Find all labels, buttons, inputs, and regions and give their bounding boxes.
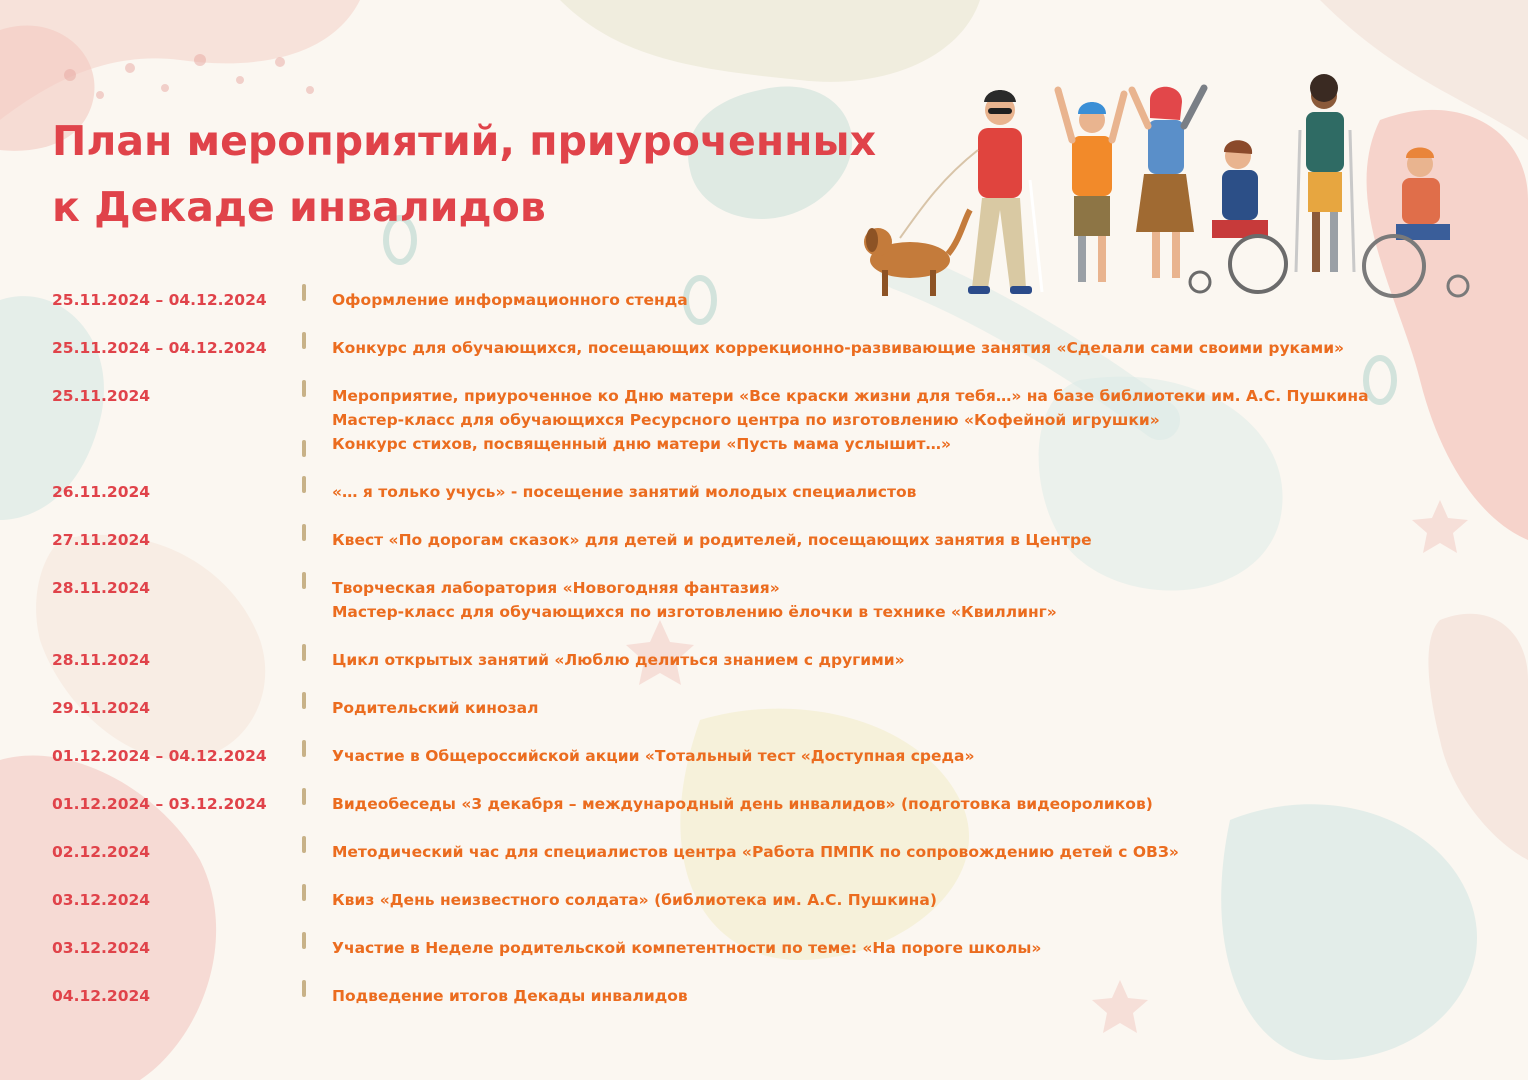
timeline-divider xyxy=(302,476,306,493)
person-with-prosthetic-arm-icon xyxy=(1132,87,1204,278)
event-date: 03.12.2024 xyxy=(52,939,151,957)
event-list xyxy=(332,480,916,504)
event-list xyxy=(332,288,688,312)
timeline-divider xyxy=(302,284,306,301)
event-list xyxy=(332,336,1344,360)
event-list xyxy=(332,936,1041,960)
event-list xyxy=(332,576,1057,624)
event-title: Цикл открытых занятий «Люблю делиться знанием с другими» xyxy=(332,651,905,669)
event-date: 28.11.2024 xyxy=(52,579,151,597)
event-date: 25.11.2024 xyxy=(52,387,151,405)
timeline-divider xyxy=(302,884,306,901)
event-title: Конкурс для обучающихся, посещающих коррекционно-развивающие занятия «Сделали сами своими руками» xyxy=(332,339,1345,357)
diverse-people-group-illustration xyxy=(860,60,1500,310)
event-date: 29.11.2024 xyxy=(52,699,151,717)
event-list xyxy=(332,744,975,768)
timeline-divider xyxy=(302,572,306,589)
timeline-divider xyxy=(302,692,306,709)
page-title-line-2: к Декаде инвалидов xyxy=(52,183,546,231)
event-date: 03.12.2024 xyxy=(52,891,151,909)
event-list xyxy=(332,840,1179,864)
event-title: Оформление информационного стенда xyxy=(332,291,688,309)
event-list xyxy=(332,696,538,720)
event-title: Творческая лаборатория «Новогодняя фантазия» xyxy=(332,579,780,597)
timeline-divider xyxy=(302,788,306,805)
event-list xyxy=(332,792,1153,816)
event-title: Квест «По дорогам сказок» для детей и родителей, посещающих занятия в Центре xyxy=(332,531,1092,549)
event-date: 25.11.2024 – 04.12.2024 xyxy=(52,339,267,357)
timeline-divider xyxy=(302,332,306,349)
event-title: Видеобеседы «3 декабря – международный день инвалидов» (подготовка видеороликов) xyxy=(332,795,1153,813)
event-date: 01.12.2024 – 03.12.2024 xyxy=(52,795,267,813)
event-date: 28.11.2024 xyxy=(52,651,151,669)
event-title: Методический час для специалистов центра «Работа ПМПК по сопровождению детей с ОВЗ» xyxy=(332,843,1179,861)
event-date: 26.11.2024 xyxy=(52,483,151,501)
event-title: Конкурс стихов, посвященный дню матери «Пусть мама услышит…» xyxy=(332,435,952,453)
event-title: Мастер-класс для обучающихся Ресурсного центра по изготовлению «Кофейной игрушки» xyxy=(332,411,1160,429)
page-title-line-1: План мероприятий, приуроченных xyxy=(52,117,877,165)
timeline-divider xyxy=(302,440,306,457)
person-in-wheelchair-icon xyxy=(1190,140,1286,292)
timeline-divider xyxy=(302,644,306,661)
person-with-crutches-icon xyxy=(1296,74,1354,272)
event-title: Квиз «День неизвестного солдата» (библиотека им. А.С. Пушкина) xyxy=(332,891,937,909)
event-list xyxy=(332,984,688,1008)
event-title: Участие в Общероссийской акции «Тотальный тест «Доступная среда» xyxy=(332,747,975,765)
event-date: 01.12.2024 – 04.12.2024 xyxy=(52,747,267,765)
event-title: Участие в Неделе родительской компетентности по теме: «На пороге школы» xyxy=(332,939,1042,957)
timeline-divider xyxy=(302,524,306,541)
dog-icon xyxy=(864,210,970,296)
event-list xyxy=(332,384,1369,456)
event-date: 27.11.2024 xyxy=(52,531,151,549)
timeline-divider xyxy=(302,980,306,997)
event-date: 25.11.2024 – 04.12.2024 xyxy=(52,291,267,309)
event-title: «… я только учусь» - посещение занятий молодых специалистов xyxy=(332,483,917,501)
event-title: Мастер-класс для обучающихся по изготовлению ёлочки в технике «Квиллинг» xyxy=(332,603,1057,621)
timeline-divider xyxy=(302,380,306,397)
event-date: 04.12.2024 xyxy=(52,987,151,1005)
page-title xyxy=(52,108,932,240)
event-title: Подведение итогов Декады инвалидов xyxy=(332,987,688,1005)
child-in-wheelchair-icon xyxy=(1364,148,1468,297)
event-date: 02.12.2024 xyxy=(52,843,151,861)
timeline-divider xyxy=(302,836,306,853)
event-list xyxy=(332,888,937,912)
timeline-divider xyxy=(302,932,306,949)
timeline-divider xyxy=(302,740,306,757)
event-title: Мероприятие, приуроченное ко Дню матери «Все краски жизни для тебя…» на базе библиотеки им. А.С. Пушкина xyxy=(332,387,1369,405)
event-title: Родительский кинозал xyxy=(332,699,539,717)
event-list xyxy=(332,648,905,672)
event-list xyxy=(332,528,1092,552)
person-with-prosthetic-leg-icon xyxy=(1058,90,1124,282)
